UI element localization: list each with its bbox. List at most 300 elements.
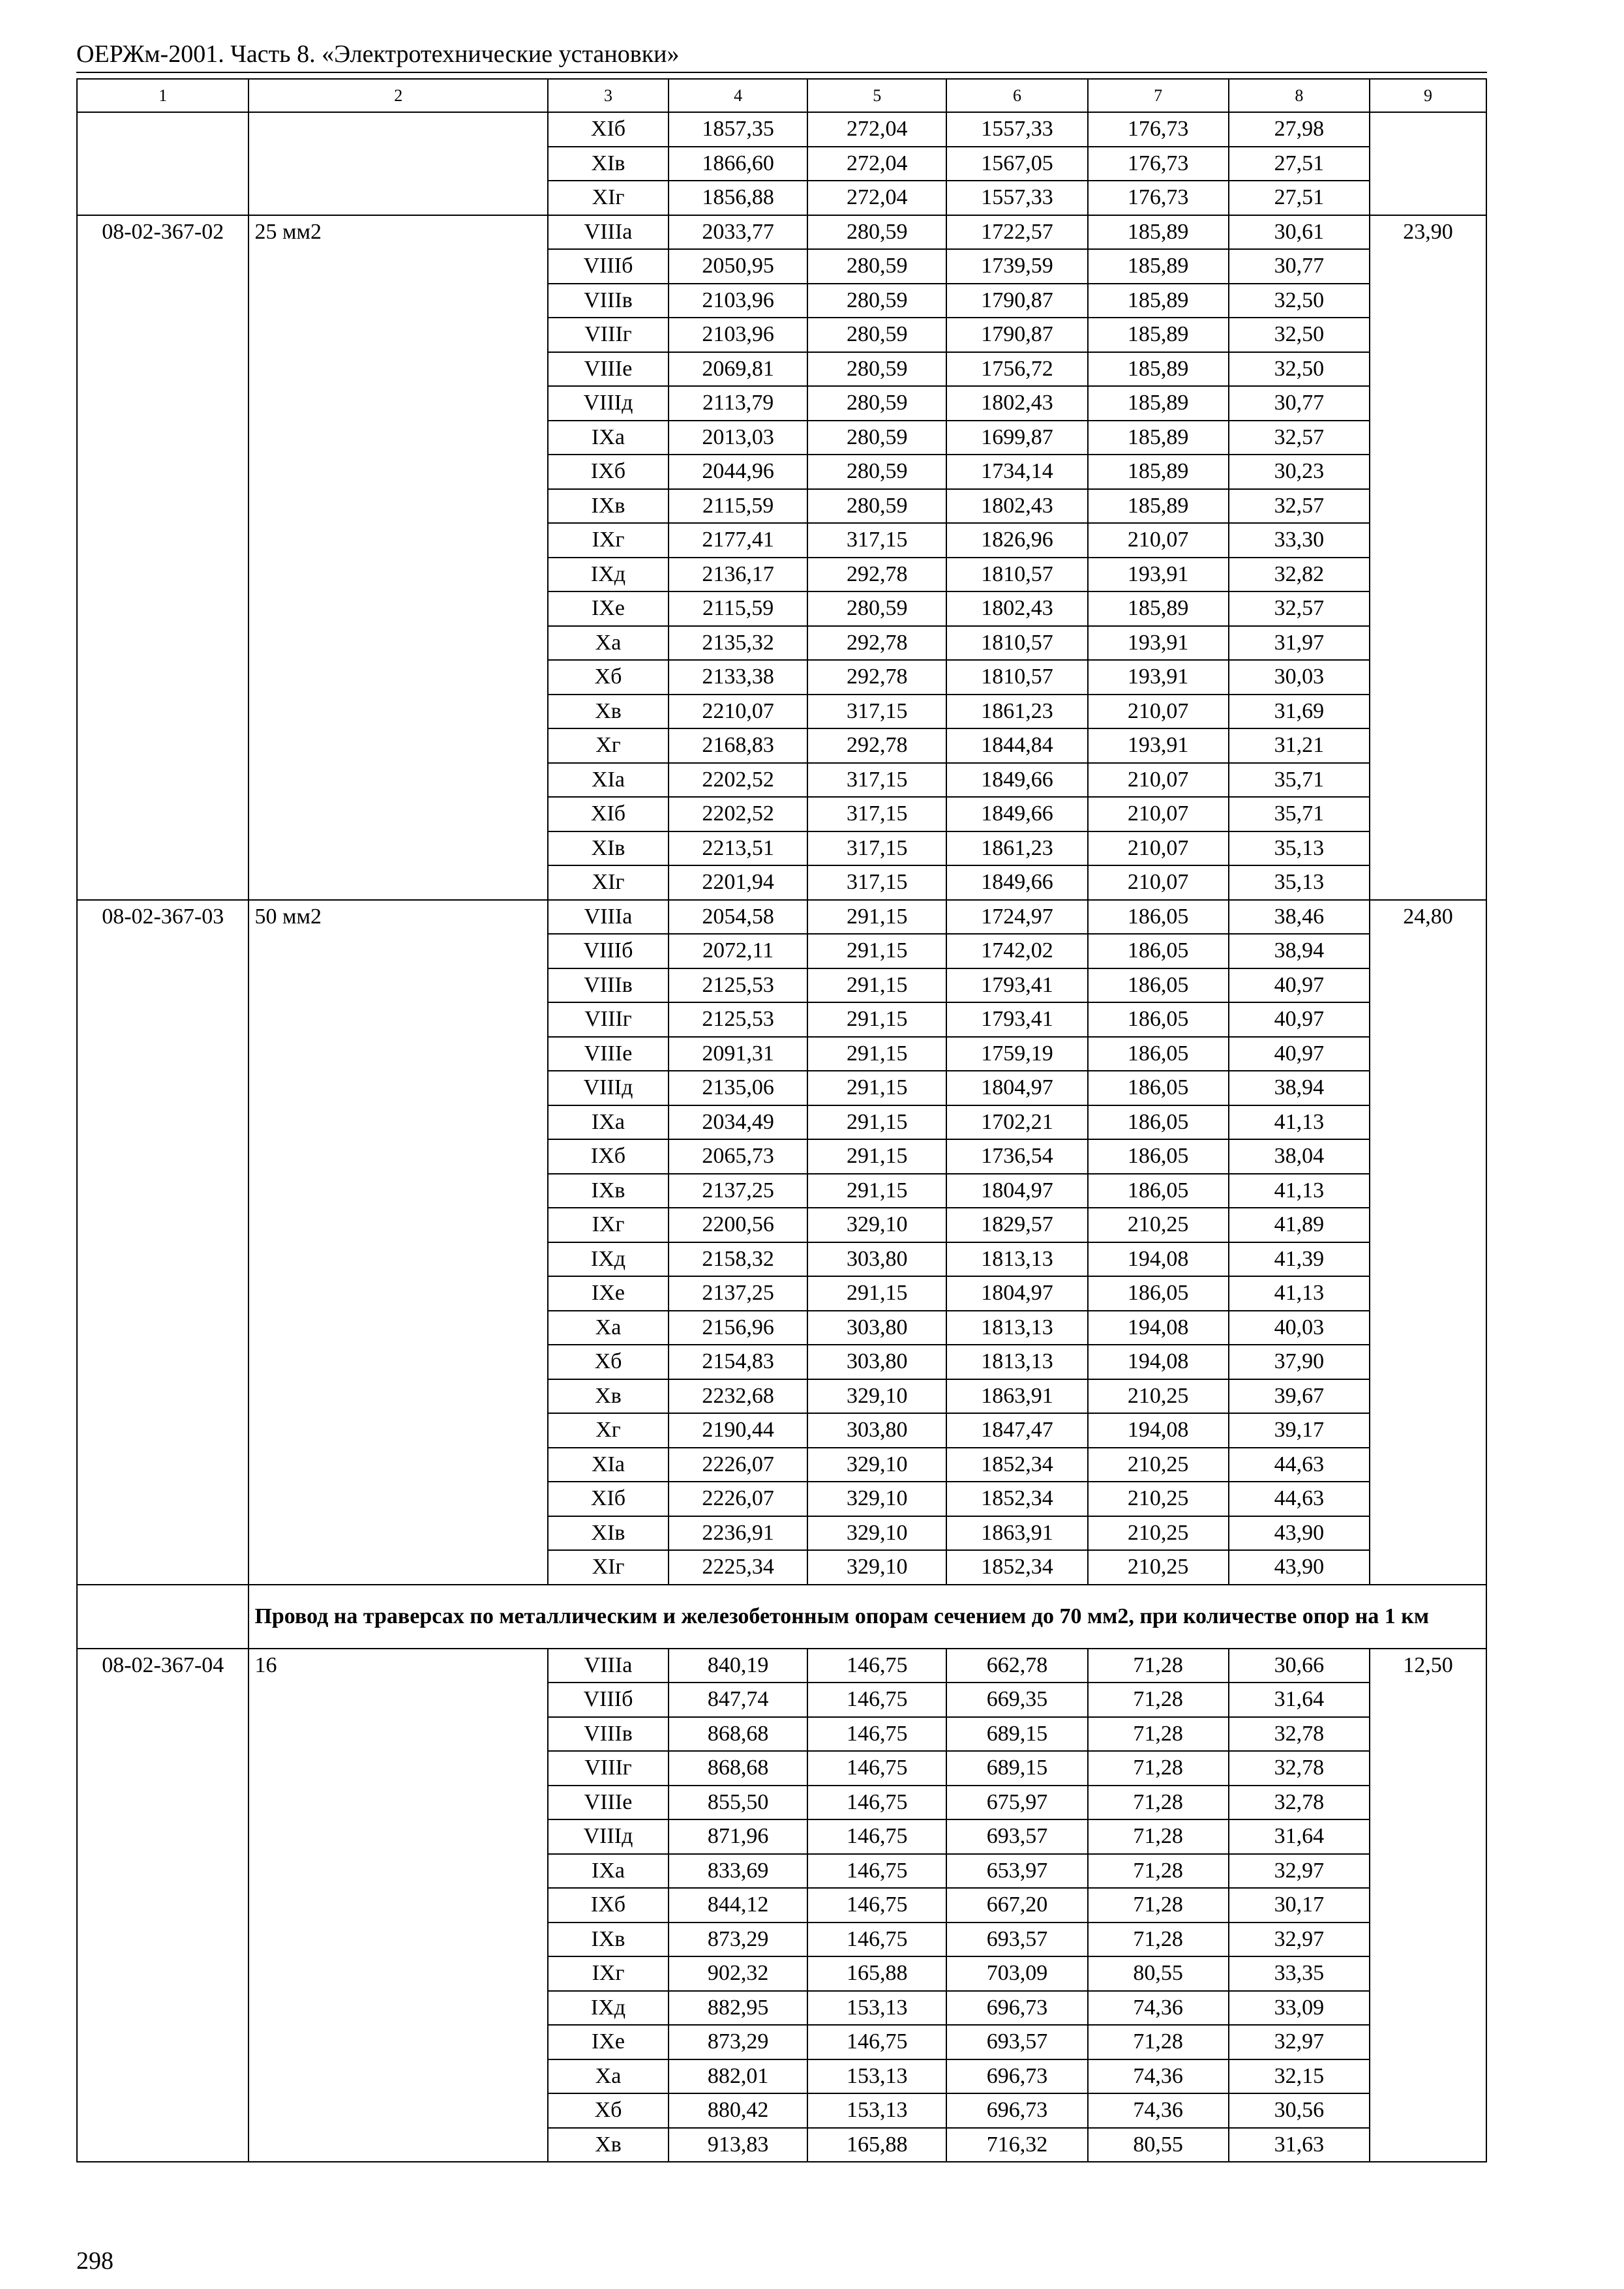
- value-cell: 840,19: [669, 1649, 807, 1683]
- value-cell: 1739,59: [946, 249, 1087, 284]
- value-cell: 280,59: [807, 318, 946, 352]
- value-cell: 1856,88: [669, 181, 807, 215]
- value-cell: Xа: [548, 2059, 669, 2094]
- value-cell: 1826,96: [946, 523, 1087, 558]
- value-cell: 329,10: [807, 1379, 946, 1414]
- value-cell: 30,17: [1229, 1888, 1370, 1922]
- value-cell: 292,78: [807, 626, 946, 661]
- value-cell: 32,82: [1229, 558, 1370, 592]
- value-cell: 71,28: [1088, 1922, 1229, 1957]
- value-cell: 329,10: [807, 1448, 946, 1482]
- value-cell: 2135,32: [669, 626, 807, 661]
- value-cell: VIIIб: [548, 1683, 669, 1717]
- value-cell: 2044,96: [669, 455, 807, 489]
- value-cell: 272,04: [807, 112, 946, 147]
- value-cell: 844,12: [669, 1888, 807, 1922]
- value-cell: 146,75: [807, 1922, 946, 1957]
- value-cell: 2190,44: [669, 1413, 807, 1448]
- value-cell: 186,05: [1088, 1002, 1229, 1037]
- value-cell: 2213,51: [669, 831, 807, 866]
- value-cell: 210,07: [1088, 695, 1229, 729]
- value-cell: XIг: [548, 865, 669, 900]
- value-cell: 185,89: [1088, 489, 1229, 524]
- value-cell: 317,15: [807, 763, 946, 798]
- value-cell: 146,75: [807, 1683, 946, 1717]
- value-cell: IXд: [548, 558, 669, 592]
- value-cell: 146,75: [807, 1854, 946, 1889]
- value-cell: 185,89: [1088, 421, 1229, 455]
- value-cell: 210,25: [1088, 1550, 1229, 1585]
- value-cell: 2054,58: [669, 900, 807, 935]
- value-cell: 2137,25: [669, 1276, 807, 1311]
- value-cell: 71,28: [1088, 1649, 1229, 1683]
- value-cell: 1861,23: [946, 695, 1087, 729]
- value-cell: 31,21: [1229, 728, 1370, 763]
- section-code-cell: [77, 1585, 248, 1649]
- column-9-cell: 23,90: [1370, 215, 1486, 900]
- column-header: 2: [248, 79, 548, 112]
- value-cell: 186,05: [1088, 1071, 1229, 1105]
- value-cell: 38,94: [1229, 934, 1370, 968]
- value-cell: 74,36: [1088, 1991, 1229, 2026]
- value-cell: 40,03: [1229, 1311, 1370, 1345]
- value-cell: 329,10: [807, 1516, 946, 1551]
- value-cell: 185,89: [1088, 215, 1229, 250]
- value-cell: 855,50: [669, 1786, 807, 1820]
- value-cell: 1802,43: [946, 591, 1087, 626]
- value-cell: IXг: [548, 523, 669, 558]
- column-9-cell: 24,80: [1370, 900, 1486, 1585]
- value-cell: 1866,60: [669, 147, 807, 181]
- value-cell: 2210,07: [669, 695, 807, 729]
- value-cell: 2200,56: [669, 1208, 807, 1242]
- value-cell: 30,66: [1229, 1649, 1370, 1683]
- value-cell: 210,07: [1088, 523, 1229, 558]
- value-cell: XIб: [548, 1482, 669, 1516]
- value-cell: 689,15: [946, 1751, 1087, 1786]
- value-cell: 1802,43: [946, 489, 1087, 524]
- value-cell: 32,50: [1229, 318, 1370, 352]
- value-cell: 146,75: [807, 2025, 946, 2059]
- value-cell: 1804,97: [946, 1276, 1087, 1311]
- value-cell: IXб: [548, 1888, 669, 1922]
- value-cell: 716,32: [946, 2128, 1087, 2162]
- value-cell: 44,63: [1229, 1482, 1370, 1516]
- value-cell: 317,15: [807, 695, 946, 729]
- value-cell: 193,91: [1088, 728, 1229, 763]
- value-cell: 185,89: [1088, 455, 1229, 489]
- value-cell: 186,05: [1088, 1276, 1229, 1311]
- value-cell: VIIIг: [548, 1751, 669, 1786]
- value-cell: 689,15: [946, 1717, 1087, 1752]
- value-cell: 186,05: [1088, 900, 1229, 935]
- value-cell: 1557,33: [946, 112, 1087, 147]
- value-cell: VIIIе: [548, 1786, 669, 1820]
- value-cell: 2137,25: [669, 1174, 807, 1208]
- value-cell: 871,96: [669, 1819, 807, 1854]
- value-cell: 2050,95: [669, 249, 807, 284]
- value-cell: 303,80: [807, 1345, 946, 1379]
- value-cell: 653,97: [946, 1854, 1087, 1889]
- value-cell: 194,08: [1088, 1311, 1229, 1345]
- value-cell: 1829,57: [946, 1208, 1087, 1242]
- value-cell: 210,25: [1088, 1379, 1229, 1414]
- value-cell: 186,05: [1088, 1105, 1229, 1140]
- value-cell: 210,07: [1088, 797, 1229, 831]
- value-cell: 185,89: [1088, 318, 1229, 352]
- value-cell: 847,74: [669, 1683, 807, 1717]
- item-code-cell: 08-02-367-02: [77, 215, 248, 900]
- value-cell: 185,89: [1088, 284, 1229, 318]
- value-cell: VIIIб: [548, 249, 669, 284]
- column-header-row: [77, 79, 1486, 112]
- column-header: 5: [807, 79, 946, 112]
- value-cell: XIв: [548, 1516, 669, 1551]
- value-cell: 1847,47: [946, 1413, 1087, 1448]
- column-header: 8: [1229, 79, 1370, 112]
- value-cell: 193,91: [1088, 660, 1229, 695]
- value-cell: 291,15: [807, 1105, 946, 1140]
- value-cell: 2168,83: [669, 728, 807, 763]
- value-cell: 1849,66: [946, 797, 1087, 831]
- value-cell: 146,75: [807, 1649, 946, 1683]
- value-cell: 280,59: [807, 284, 946, 318]
- value-cell: IXе: [548, 2025, 669, 2059]
- value-cell: 38,94: [1229, 1071, 1370, 1105]
- value-cell: 2113,79: [669, 386, 807, 421]
- value-cell: 2236,91: [669, 1516, 807, 1551]
- value-cell: 1810,57: [946, 660, 1087, 695]
- value-cell: 43,90: [1229, 1550, 1370, 1585]
- value-cell: 280,59: [807, 215, 946, 250]
- value-cell: 1802,43: [946, 386, 1087, 421]
- value-cell: 33,09: [1229, 1991, 1370, 2026]
- value-cell: 32,50: [1229, 284, 1370, 318]
- value-cell: 662,78: [946, 1649, 1087, 1683]
- value-cell: 32,50: [1229, 352, 1370, 387]
- value-cell: 2013,03: [669, 421, 807, 455]
- value-cell: 1813,13: [946, 1345, 1087, 1379]
- value-cell: 186,05: [1088, 934, 1229, 968]
- page-number: 298: [76, 2247, 113, 2275]
- value-cell: 1813,13: [946, 1311, 1087, 1345]
- value-cell: 153,13: [807, 1991, 946, 2026]
- value-cell: 1852,34: [946, 1448, 1087, 1482]
- value-cell: XIа: [548, 763, 669, 798]
- value-cell: 186,05: [1088, 1037, 1229, 1071]
- value-cell: 43,90: [1229, 1516, 1370, 1551]
- column-9-cell: 12,50: [1370, 1649, 1486, 2162]
- value-cell: VIIIд: [548, 1071, 669, 1105]
- value-cell: 30,61: [1229, 215, 1370, 250]
- value-cell: 193,91: [1088, 558, 1229, 592]
- value-cell: 38,04: [1229, 1139, 1370, 1174]
- value-cell: 2201,94: [669, 865, 807, 900]
- value-cell: 280,59: [807, 591, 946, 626]
- value-cell: 210,25: [1088, 1482, 1229, 1516]
- value-cell: 902,32: [669, 1956, 807, 1991]
- column-header: 9: [1370, 79, 1486, 112]
- value-cell: IXа: [548, 421, 669, 455]
- value-cell: 1736,54: [946, 1139, 1087, 1174]
- price-table: [76, 78, 1487, 2162]
- value-cell: 1852,34: [946, 1482, 1087, 1516]
- value-cell: 303,80: [807, 1242, 946, 1277]
- value-cell: 696,73: [946, 2093, 1087, 2128]
- value-cell: 1699,87: [946, 421, 1087, 455]
- value-cell: 1793,41: [946, 968, 1087, 1003]
- value-cell: 292,78: [807, 660, 946, 695]
- value-cell: 30,77: [1229, 249, 1370, 284]
- value-cell: 2125,53: [669, 1002, 807, 1037]
- value-cell: 35,71: [1229, 763, 1370, 798]
- value-cell: 1857,35: [669, 112, 807, 147]
- value-cell: 291,15: [807, 1002, 946, 1037]
- value-cell: Xб: [548, 1345, 669, 1379]
- value-cell: 71,28: [1088, 1683, 1229, 1717]
- item-name-cell: 25 мм2: [248, 215, 548, 900]
- value-cell: 39,17: [1229, 1413, 1370, 1448]
- value-cell: 31,64: [1229, 1819, 1370, 1854]
- value-cell: 291,15: [807, 1276, 946, 1311]
- value-cell: 1724,97: [946, 900, 1087, 935]
- value-cell: 71,28: [1088, 1786, 1229, 1820]
- value-cell: 32,97: [1229, 1854, 1370, 1889]
- value-cell: 2091,31: [669, 1037, 807, 1071]
- value-cell: XIб: [548, 112, 669, 147]
- value-cell: 913,83: [669, 2128, 807, 2162]
- value-cell: 882,95: [669, 1991, 807, 2026]
- value-cell: 153,13: [807, 2059, 946, 2094]
- value-cell: IXв: [548, 1922, 669, 1957]
- value-cell: 1810,57: [946, 626, 1087, 661]
- value-cell: 2156,96: [669, 1311, 807, 1345]
- value-cell: 32,57: [1229, 591, 1370, 626]
- value-cell: 280,59: [807, 249, 946, 284]
- value-cell: 80,55: [1088, 1956, 1229, 1991]
- value-cell: 1844,84: [946, 728, 1087, 763]
- value-cell: 280,59: [807, 352, 946, 387]
- value-cell: 31,69: [1229, 695, 1370, 729]
- value-cell: 291,15: [807, 1139, 946, 1174]
- value-cell: 1756,72: [946, 352, 1087, 387]
- value-cell: 329,10: [807, 1550, 946, 1585]
- value-cell: 2135,06: [669, 1071, 807, 1105]
- table-row: [77, 215, 1486, 250]
- value-cell: 2115,59: [669, 591, 807, 626]
- value-cell: 693,57: [946, 1922, 1087, 1957]
- value-cell: 291,15: [807, 1174, 946, 1208]
- value-cell: 32,57: [1229, 489, 1370, 524]
- value-cell: 1863,91: [946, 1379, 1087, 1414]
- value-cell: 37,90: [1229, 1345, 1370, 1379]
- value-cell: 210,07: [1088, 831, 1229, 866]
- value-cell: 669,35: [946, 1683, 1087, 1717]
- table-row: [77, 1649, 1486, 1683]
- value-cell: 272,04: [807, 181, 946, 215]
- value-cell: 675,97: [946, 1786, 1087, 1820]
- value-cell: XIа: [548, 1448, 669, 1482]
- value-cell: VIIIв: [548, 1717, 669, 1752]
- value-cell: 44,63: [1229, 1448, 1370, 1482]
- value-cell: 210,25: [1088, 1208, 1229, 1242]
- value-cell: 2103,96: [669, 284, 807, 318]
- value-cell: 1567,05: [946, 147, 1087, 181]
- value-cell: Xг: [548, 1413, 669, 1448]
- item-code-cell: 08-02-367-04: [77, 1649, 248, 2162]
- value-cell: VIIIе: [548, 352, 669, 387]
- value-cell: 30,23: [1229, 455, 1370, 489]
- document-header-title: ОЕРЖм-2001. Часть 8. «Электротехнические установки»: [76, 40, 680, 68]
- value-cell: 30,56: [1229, 2093, 1370, 2128]
- value-cell: VIIIв: [548, 284, 669, 318]
- value-cell: 194,08: [1088, 1242, 1229, 1277]
- value-cell: 32,78: [1229, 1751, 1370, 1786]
- value-cell: 317,15: [807, 831, 946, 866]
- value-cell: 71,28: [1088, 1854, 1229, 1889]
- value-cell: 291,15: [807, 1037, 946, 1071]
- value-cell: 1722,57: [946, 215, 1087, 250]
- value-cell: 210,25: [1088, 1516, 1229, 1551]
- value-cell: IXг: [548, 1956, 669, 1991]
- value-cell: 41,13: [1229, 1105, 1370, 1140]
- value-cell: VIIIа: [548, 1649, 669, 1683]
- value-cell: Xв: [548, 1379, 669, 1414]
- section-heading-row: [77, 1585, 1486, 1649]
- value-cell: 146,75: [807, 1717, 946, 1752]
- value-cell: 194,08: [1088, 1413, 1229, 1448]
- value-cell: 292,78: [807, 558, 946, 592]
- value-cell: 41,13: [1229, 1276, 1370, 1311]
- section-title: Провод на траверсах по металлическим и железобетонным опорам сечением до 70 мм2, при количестве опор на 1 км: [248, 1585, 1486, 1649]
- value-cell: 2133,38: [669, 660, 807, 695]
- value-cell: 71,28: [1088, 1819, 1229, 1854]
- column-9-cell: [1370, 112, 1486, 215]
- value-cell: 693,57: [946, 1819, 1087, 1854]
- value-cell: 703,09: [946, 1956, 1087, 1991]
- value-cell: IXг: [548, 1208, 669, 1242]
- value-cell: 1790,87: [946, 318, 1087, 352]
- value-cell: 1804,97: [946, 1174, 1087, 1208]
- value-cell: 33,35: [1229, 1956, 1370, 1991]
- value-cell: 41,89: [1229, 1208, 1370, 1242]
- value-cell: 193,91: [1088, 626, 1229, 661]
- table-row: [77, 900, 1486, 935]
- column-header: 6: [946, 79, 1087, 112]
- value-cell: 71,28: [1088, 1888, 1229, 1922]
- value-cell: VIIIа: [548, 900, 669, 935]
- value-cell: 317,15: [807, 523, 946, 558]
- value-cell: 165,88: [807, 2128, 946, 2162]
- value-cell: 185,89: [1088, 591, 1229, 626]
- value-cell: 30,77: [1229, 386, 1370, 421]
- value-cell: 303,80: [807, 1311, 946, 1345]
- value-cell: 185,89: [1088, 352, 1229, 387]
- value-cell: 165,88: [807, 1956, 946, 1991]
- value-cell: 291,15: [807, 968, 946, 1003]
- value-cell: 2136,17: [669, 558, 807, 592]
- value-cell: Xв: [548, 695, 669, 729]
- value-cell: 41,13: [1229, 1174, 1370, 1208]
- value-cell: 30,03: [1229, 660, 1370, 695]
- value-cell: IXб: [548, 1139, 669, 1174]
- value-cell: 280,59: [807, 421, 946, 455]
- value-cell: 1759,19: [946, 1037, 1087, 1071]
- value-cell: 27,51: [1229, 147, 1370, 181]
- value-cell: 27,51: [1229, 181, 1370, 215]
- value-cell: 1557,33: [946, 181, 1087, 215]
- value-cell: IXа: [548, 1854, 669, 1889]
- value-cell: 32,15: [1229, 2059, 1370, 2094]
- header-divider: [76, 72, 1487, 73]
- value-cell: VIIIд: [548, 386, 669, 421]
- value-cell: Xа: [548, 1311, 669, 1345]
- value-cell: 873,29: [669, 1922, 807, 1957]
- value-cell: 2154,83: [669, 1345, 807, 1379]
- value-cell: 696,73: [946, 2059, 1087, 2094]
- value-cell: 80,55: [1088, 2128, 1229, 2162]
- value-cell: XIг: [548, 1550, 669, 1585]
- value-cell: IXв: [548, 1174, 669, 1208]
- column-header: 4: [669, 79, 807, 112]
- value-cell: 693,57: [946, 2025, 1087, 2059]
- value-cell: 1852,34: [946, 1550, 1087, 1585]
- value-cell: 32,97: [1229, 1922, 1370, 1957]
- value-cell: 272,04: [807, 147, 946, 181]
- value-cell: 210,25: [1088, 1448, 1229, 1482]
- value-cell: 280,59: [807, 386, 946, 421]
- value-cell: 1804,97: [946, 1071, 1087, 1105]
- value-cell: 35,13: [1229, 831, 1370, 866]
- value-cell: 2033,77: [669, 215, 807, 250]
- value-cell: 2069,81: [669, 352, 807, 387]
- value-cell: 291,15: [807, 900, 946, 935]
- value-cell: 873,29: [669, 2025, 807, 2059]
- value-cell: 176,73: [1088, 181, 1229, 215]
- value-cell: 32,97: [1229, 2025, 1370, 2059]
- value-cell: 1863,91: [946, 1516, 1087, 1551]
- value-cell: Xб: [548, 2093, 669, 2128]
- value-cell: 1813,13: [946, 1242, 1087, 1277]
- value-cell: 146,75: [807, 1819, 946, 1854]
- value-cell: 35,13: [1229, 865, 1370, 900]
- value-cell: 71,28: [1088, 1717, 1229, 1752]
- value-cell: Xб: [548, 660, 669, 695]
- value-cell: 176,73: [1088, 112, 1229, 147]
- item-code-cell: [77, 112, 248, 215]
- value-cell: Xг: [548, 728, 669, 763]
- value-cell: 317,15: [807, 797, 946, 831]
- value-cell: 153,13: [807, 2093, 946, 2128]
- value-cell: 1742,02: [946, 934, 1087, 968]
- value-cell: 210,07: [1088, 865, 1229, 900]
- column-header: 3: [548, 79, 669, 112]
- value-cell: IXв: [548, 489, 669, 524]
- value-cell: 2232,68: [669, 1379, 807, 1414]
- value-cell: 1849,66: [946, 865, 1087, 900]
- value-cell: 2158,32: [669, 1242, 807, 1277]
- value-cell: VIIIг: [548, 318, 669, 352]
- value-cell: 2202,52: [669, 797, 807, 831]
- column-header: 1: [77, 79, 248, 112]
- value-cell: 317,15: [807, 865, 946, 900]
- value-cell: 27,98: [1229, 112, 1370, 147]
- value-cell: 74,36: [1088, 2093, 1229, 2128]
- column-header: 7: [1088, 79, 1229, 112]
- table-row: [77, 112, 1486, 147]
- value-cell: IXд: [548, 1991, 669, 2026]
- value-cell: 1790,87: [946, 284, 1087, 318]
